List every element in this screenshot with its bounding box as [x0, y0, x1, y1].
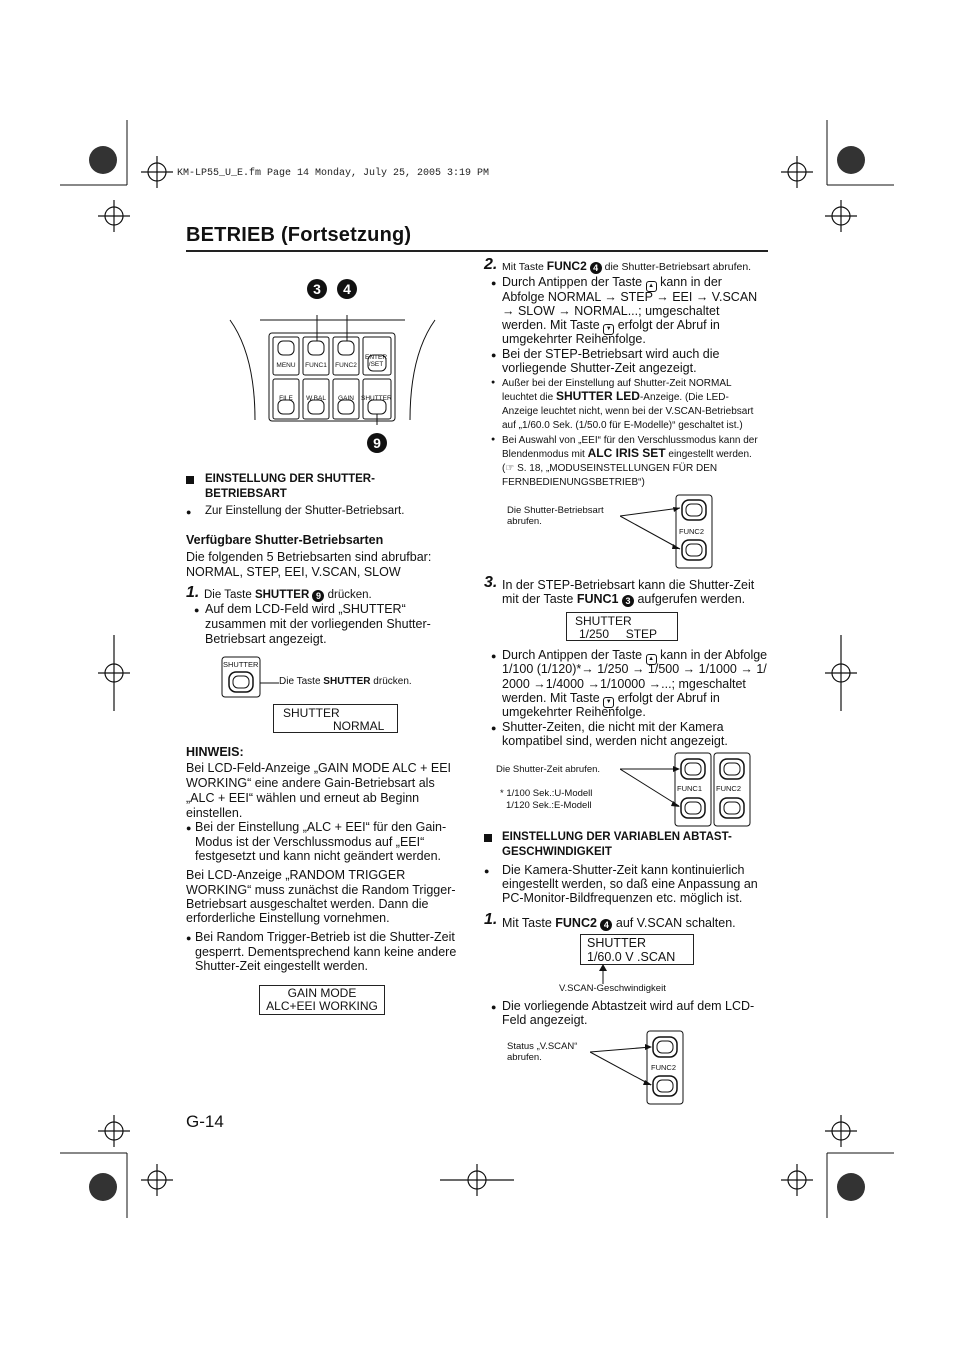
- bullet: ●: [491, 723, 497, 733]
- s3-b2-line1: Shutter-Zeiten, die nicht mit der Kamera: [502, 720, 724, 734]
- s2-b1-d2: erfolgt der Abruf in: [617, 318, 720, 332]
- s2-b3-line1: Außer bei der Einstellung auf Shutter-Zeit NORMAL: [502, 378, 732, 389]
- caption-bold: SHUTTER: [323, 676, 371, 687]
- s2-b1-line2: Abfolge NORMAL → STEP → EEI → V.SCAN: [502, 290, 758, 304]
- fig1-caption-2: abrufen.: [507, 516, 542, 527]
- bullet: ●: [491, 1002, 497, 1012]
- lcd-line2: ALC+EEI WORKING: [266, 999, 378, 1013]
- step1-bullet-1: Auf dem LCD-Feld wird „SHUTTER“: [205, 602, 406, 616]
- up-button-icon: ▲: [646, 654, 657, 665]
- step1-text: [204, 588, 372, 603]
- fig2-func1-label: FUNC1: [677, 784, 703, 793]
- remote-label-menu: MENU: [276, 362, 296, 369]
- hinweis-heading: HINWEIS:: [186, 745, 244, 759]
- step4-bold: FUNC2: [555, 916, 597, 930]
- s2-b3-line4: auf „1/60.0 Sek. (1/50.0 für E-Modelle)“ geschaltet ist.): [502, 420, 743, 431]
- page-title: BETRIEB (Fortsetzung): [186, 224, 412, 246]
- s3-b1-a: Durch Antippen der Taste: [502, 648, 643, 662]
- lcd-display-gain-mode: [259, 985, 385, 1015]
- fig2-note-1: * 1/100 Sek.:U-Modell: [500, 788, 593, 799]
- bullet: ●: [194, 605, 200, 615]
- section2-heading-line1: EINSTELLUNG DER VARIABLEN ABTAST-: [502, 831, 732, 843]
- callout-4: 4: [337, 279, 357, 299]
- s2-b4-b-pre: Blendenmodus mit: [502, 449, 588, 460]
- down-button-icon: ▼: [603, 324, 614, 335]
- step2-circle: 4: [590, 262, 602, 274]
- step3-pre: mit der Taste: [502, 592, 577, 606]
- fig1-func2-label: FUNC2: [679, 527, 705, 536]
- s3-b2-line2: kompatibel sind, werden nicht angezeigt.: [502, 734, 728, 748]
- remote-label-gain: GAIN: [338, 395, 354, 402]
- step1-circle: 9: [312, 590, 324, 602]
- s3-b1-line5: umgekehrter Reihenfolge.: [502, 705, 646, 719]
- hinweis-p2-4: erforderliche Einstellung vornehmen.: [186, 911, 390, 925]
- lcd-display-vscan: [580, 934, 694, 965]
- remote-label-wbal: W.BAL: [306, 395, 326, 402]
- caption-pre: Die Taste: [279, 676, 324, 687]
- hinweis-b1-1: Bei der Einstellung „ALC + EEI“ für den Gain-: [195, 820, 447, 834]
- hinweis-b2-3: Shutter-Zeit eingestellt werden.: [195, 959, 369, 973]
- hinweis-p2-2: WORKING“ muss zunächst die Random Trigger-: [186, 883, 456, 897]
- file-header-line: KM-LP55_U_E.fm Page 14 Monday, July 25, 2005 3:19 PM: [177, 168, 490, 179]
- lcd-line1: GAIN MODE: [287, 986, 357, 1000]
- step4-number: 1.: [484, 911, 498, 928]
- s2-b2-line1: Bei der STEP-Betriebsart wird auch die: [502, 347, 720, 361]
- fig3-func2-label: FUNC2: [651, 1063, 677, 1072]
- s2-b1-line5: umgekehrter Reihenfolge.: [502, 332, 646, 346]
- step3-line1: In der STEP-Betriebsart kann die Shutter-Zeit: [502, 578, 755, 592]
- hinweis-b1-2: Modus ist der Verschlussmodus auf „EEI“: [195, 835, 425, 849]
- s2-b3-line2: [502, 390, 729, 404]
- fig2-func2-label: FUNC2: [716, 784, 742, 793]
- s2-b4-line4: FERNBEDIENUNGSBETRIEB“): [502, 477, 645, 488]
- hinweis-p1-4: einstellen.: [186, 806, 243, 820]
- step4-post: auf V.SCAN schalten.: [612, 916, 736, 930]
- s2-b4-b-post: eingestellt werden.: [665, 449, 752, 460]
- sub-heading: Verfügbare Shutter-Betriebsarten: [186, 533, 384, 547]
- sub-text-2: NORMAL, STEP, EEI, V.SCAN, SLOW: [186, 565, 401, 579]
- s2-b3-b-pre: leuchtet die: [502, 392, 556, 403]
- lcd-line1: SHUTTER: [283, 706, 340, 720]
- s3-b1-a2: kann in der Abfolge: [660, 648, 768, 662]
- caption-post: drücken.: [370, 676, 412, 687]
- callout-3: 3: [307, 279, 327, 299]
- step4-circle: 4: [600, 919, 612, 931]
- hinweis-p2-3: Betriebsart ausgeschaltet werden. Dann die: [186, 897, 429, 911]
- step3-number: 3.: [484, 574, 498, 591]
- remote-label-shutter: SHUTTER: [361, 395, 392, 402]
- step4-pre: Mit Taste: [502, 916, 556, 930]
- s2-b1-a: Durch Antippen der Taste: [502, 275, 643, 289]
- remote-label-enter-set: ENTER /SET: [364, 354, 388, 368]
- page-number: G-14: [186, 1112, 224, 1131]
- s4-b1-line1: Die vorliegende Abtastzeit wird auf dem LCD-: [502, 999, 755, 1013]
- step3-post: aufgerufen werden.: [633, 592, 746, 606]
- s4-b1-line2: Feld angezeigt.: [502, 1013, 588, 1027]
- lcd-display-shutter-step: [566, 612, 678, 641]
- step1-post: drücken.: [324, 589, 372, 601]
- vscan-arrow: [596, 964, 610, 984]
- title-rule: [186, 250, 768, 252]
- section1-bullet-text: Zur Einstellung der Shutter-Betriebsart.: [205, 505, 405, 517]
- bullet: ●: [186, 933, 192, 943]
- hinweis-b2-1: Bei Random Trigger-Betrieb ist die Shutter-Zeit: [195, 930, 455, 944]
- sec2-line3: PC-Monitor-Bildfrequenzen etc. möglich ist.: [502, 891, 743, 905]
- up-button-icon: ▲: [646, 281, 657, 292]
- fig1-caption-1: Die Shutter-Betriebsart: [507, 505, 604, 516]
- s2-b4-line2: [502, 447, 752, 461]
- s2-b1-a2: kann in der: [660, 275, 722, 289]
- bullet: ●: [491, 651, 497, 661]
- fig2-caption: Die Shutter-Zeit abrufen.: [496, 764, 601, 775]
- s3-b1-d: werden. Mit Taste: [502, 691, 600, 705]
- s2-b4-line3: (☞ S. 18, „MODUSEINSTELLUNGEN FÜR DEN: [502, 463, 718, 474]
- s2-b1-line3: → SLOW → NORMAL...; umgeschaltet: [502, 304, 720, 318]
- sec2-line1: Die Kamera-Shutter-Zeit kann kontinuierlich: [502, 863, 745, 877]
- s3-b1-d2: erfolgt der Abruf in: [617, 691, 720, 705]
- lcd-line1: SHUTTER: [587, 936, 647, 950]
- step3-bold: FUNC1: [576, 592, 619, 606]
- remote-label-file: FILE: [279, 395, 293, 402]
- bullet: ●: [484, 866, 490, 876]
- s2-b3-b-bold: SHUTTER LED: [555, 389, 640, 403]
- step1-pre: Die Taste: [204, 589, 255, 601]
- s3-b1-line3: 2000 →1/4000 →1/10000 →...; mgeschaltet: [502, 677, 746, 691]
- step1-bullet-3: Betriebsart angezeigt.: [205, 632, 327, 646]
- step4-text: [502, 916, 736, 931]
- s2-b1-d: werden. Mit Taste: [502, 318, 600, 332]
- step2-bold: FUNC2: [546, 259, 587, 273]
- sec2-line2: eingestellt werden, so daß eine Anpassung an: [502, 877, 758, 891]
- s2-b4-line1: Bei Auswahl von „EEI“ für den Verschlussmodus kann der: [502, 435, 758, 446]
- step1-bold: SHUTTER: [254, 589, 310, 601]
- step2-number: 2.: [484, 256, 498, 273]
- s2-b3-b-post: -Anzeige. (Die LED-: [639, 392, 729, 403]
- fig3-caption-1: Status „V.SCAN“: [507, 1041, 578, 1052]
- step2-text: [502, 260, 751, 274]
- callout-9: 9: [367, 433, 387, 453]
- s2-b4-b-bold: ALC IRIS SET: [587, 446, 666, 460]
- lcd-display-shutter-normal: [273, 704, 398, 733]
- hinweis-p1-1: Bei LCD-Feld-Anzeige „GAIN MODE ALC + EEI: [186, 761, 452, 775]
- hinweis-p1-3: „ALC + EEI“ wählen und erneut ab Beginn: [186, 791, 420, 805]
- down-button-icon: ▼: [603, 697, 614, 708]
- bullet: ●: [491, 379, 496, 386]
- fig3-caption-2: abrufen.: [507, 1052, 542, 1063]
- step3-circle: 3: [622, 595, 634, 607]
- step1-number: 1.: [186, 584, 200, 601]
- remote-label-func1: FUNC1: [305, 362, 327, 369]
- hinweis-p2-1: Bei LCD-Anzeige „RANDOM TRIGGER: [186, 868, 406, 882]
- bullet: ●: [491, 350, 497, 360]
- hinweis-p1-2: WORKING“ eine andere Gain-Betriebsart als: [186, 776, 435, 790]
- lcd-line2: 1/250 STEP: [579, 627, 658, 641]
- section-square: [186, 476, 194, 484]
- hinweis-b1-3: festgesetzt und kann nicht geändert werden.: [195, 849, 441, 863]
- bullet: ●: [491, 436, 496, 443]
- bullet: ●: [491, 278, 497, 288]
- vscan-caption: V.SCAN-Geschwindigkeit: [559, 983, 666, 994]
- s2-b3-line3: Anzeige leuchtet nicht, wenn bei der V.SCAN-Betriebsart: [502, 406, 754, 417]
- section1-heading-line2: BETRIEBSART: [205, 488, 287, 500]
- step1-bullet-2: zusammen mit der vorliegenden Shutter-: [205, 617, 431, 631]
- hinweis-b2-2: gesperrt. Dementsprechend kann keine andere: [195, 945, 457, 959]
- shutter-button-label: SHUTTER: [223, 660, 259, 669]
- step2-post: die Shutter-Betriebsart abrufen.: [601, 261, 752, 273]
- s3-b1-line2: 1/100 (1/120)*→ 1/250 → 1/500 → 1/1000 → 1/: [502, 662, 767, 676]
- step2-pre: Mit Taste: [502, 261, 547, 273]
- remote-label-func2: FUNC2: [335, 362, 357, 369]
- sub-text-1: Die folgenden 5 Betriebsarten sind abrufbar:: [186, 550, 432, 564]
- section2-heading-line2: GESCHWINDIGKEIT: [502, 846, 612, 858]
- lcd-line1: SHUTTER: [575, 614, 632, 628]
- section1-heading-line1: EINSTELLUNG DER SHUTTER-: [205, 473, 375, 485]
- s2-b2-line2: vorliegende Shutter-Zeit angezeigt.: [502, 361, 697, 375]
- bullet: ●: [186, 507, 192, 517]
- step3-line2: [502, 592, 745, 607]
- section-square: [484, 834, 492, 842]
- shutter-button-caption: [279, 675, 412, 688]
- lcd-line2: 1/60.0 V .SCAN: [587, 950, 676, 964]
- lcd-line2: NORMAL: [333, 719, 385, 733]
- fig2-note-2: 1/120 Sek.:E-Modell: [506, 800, 592, 811]
- bullet: ●: [186, 823, 192, 833]
